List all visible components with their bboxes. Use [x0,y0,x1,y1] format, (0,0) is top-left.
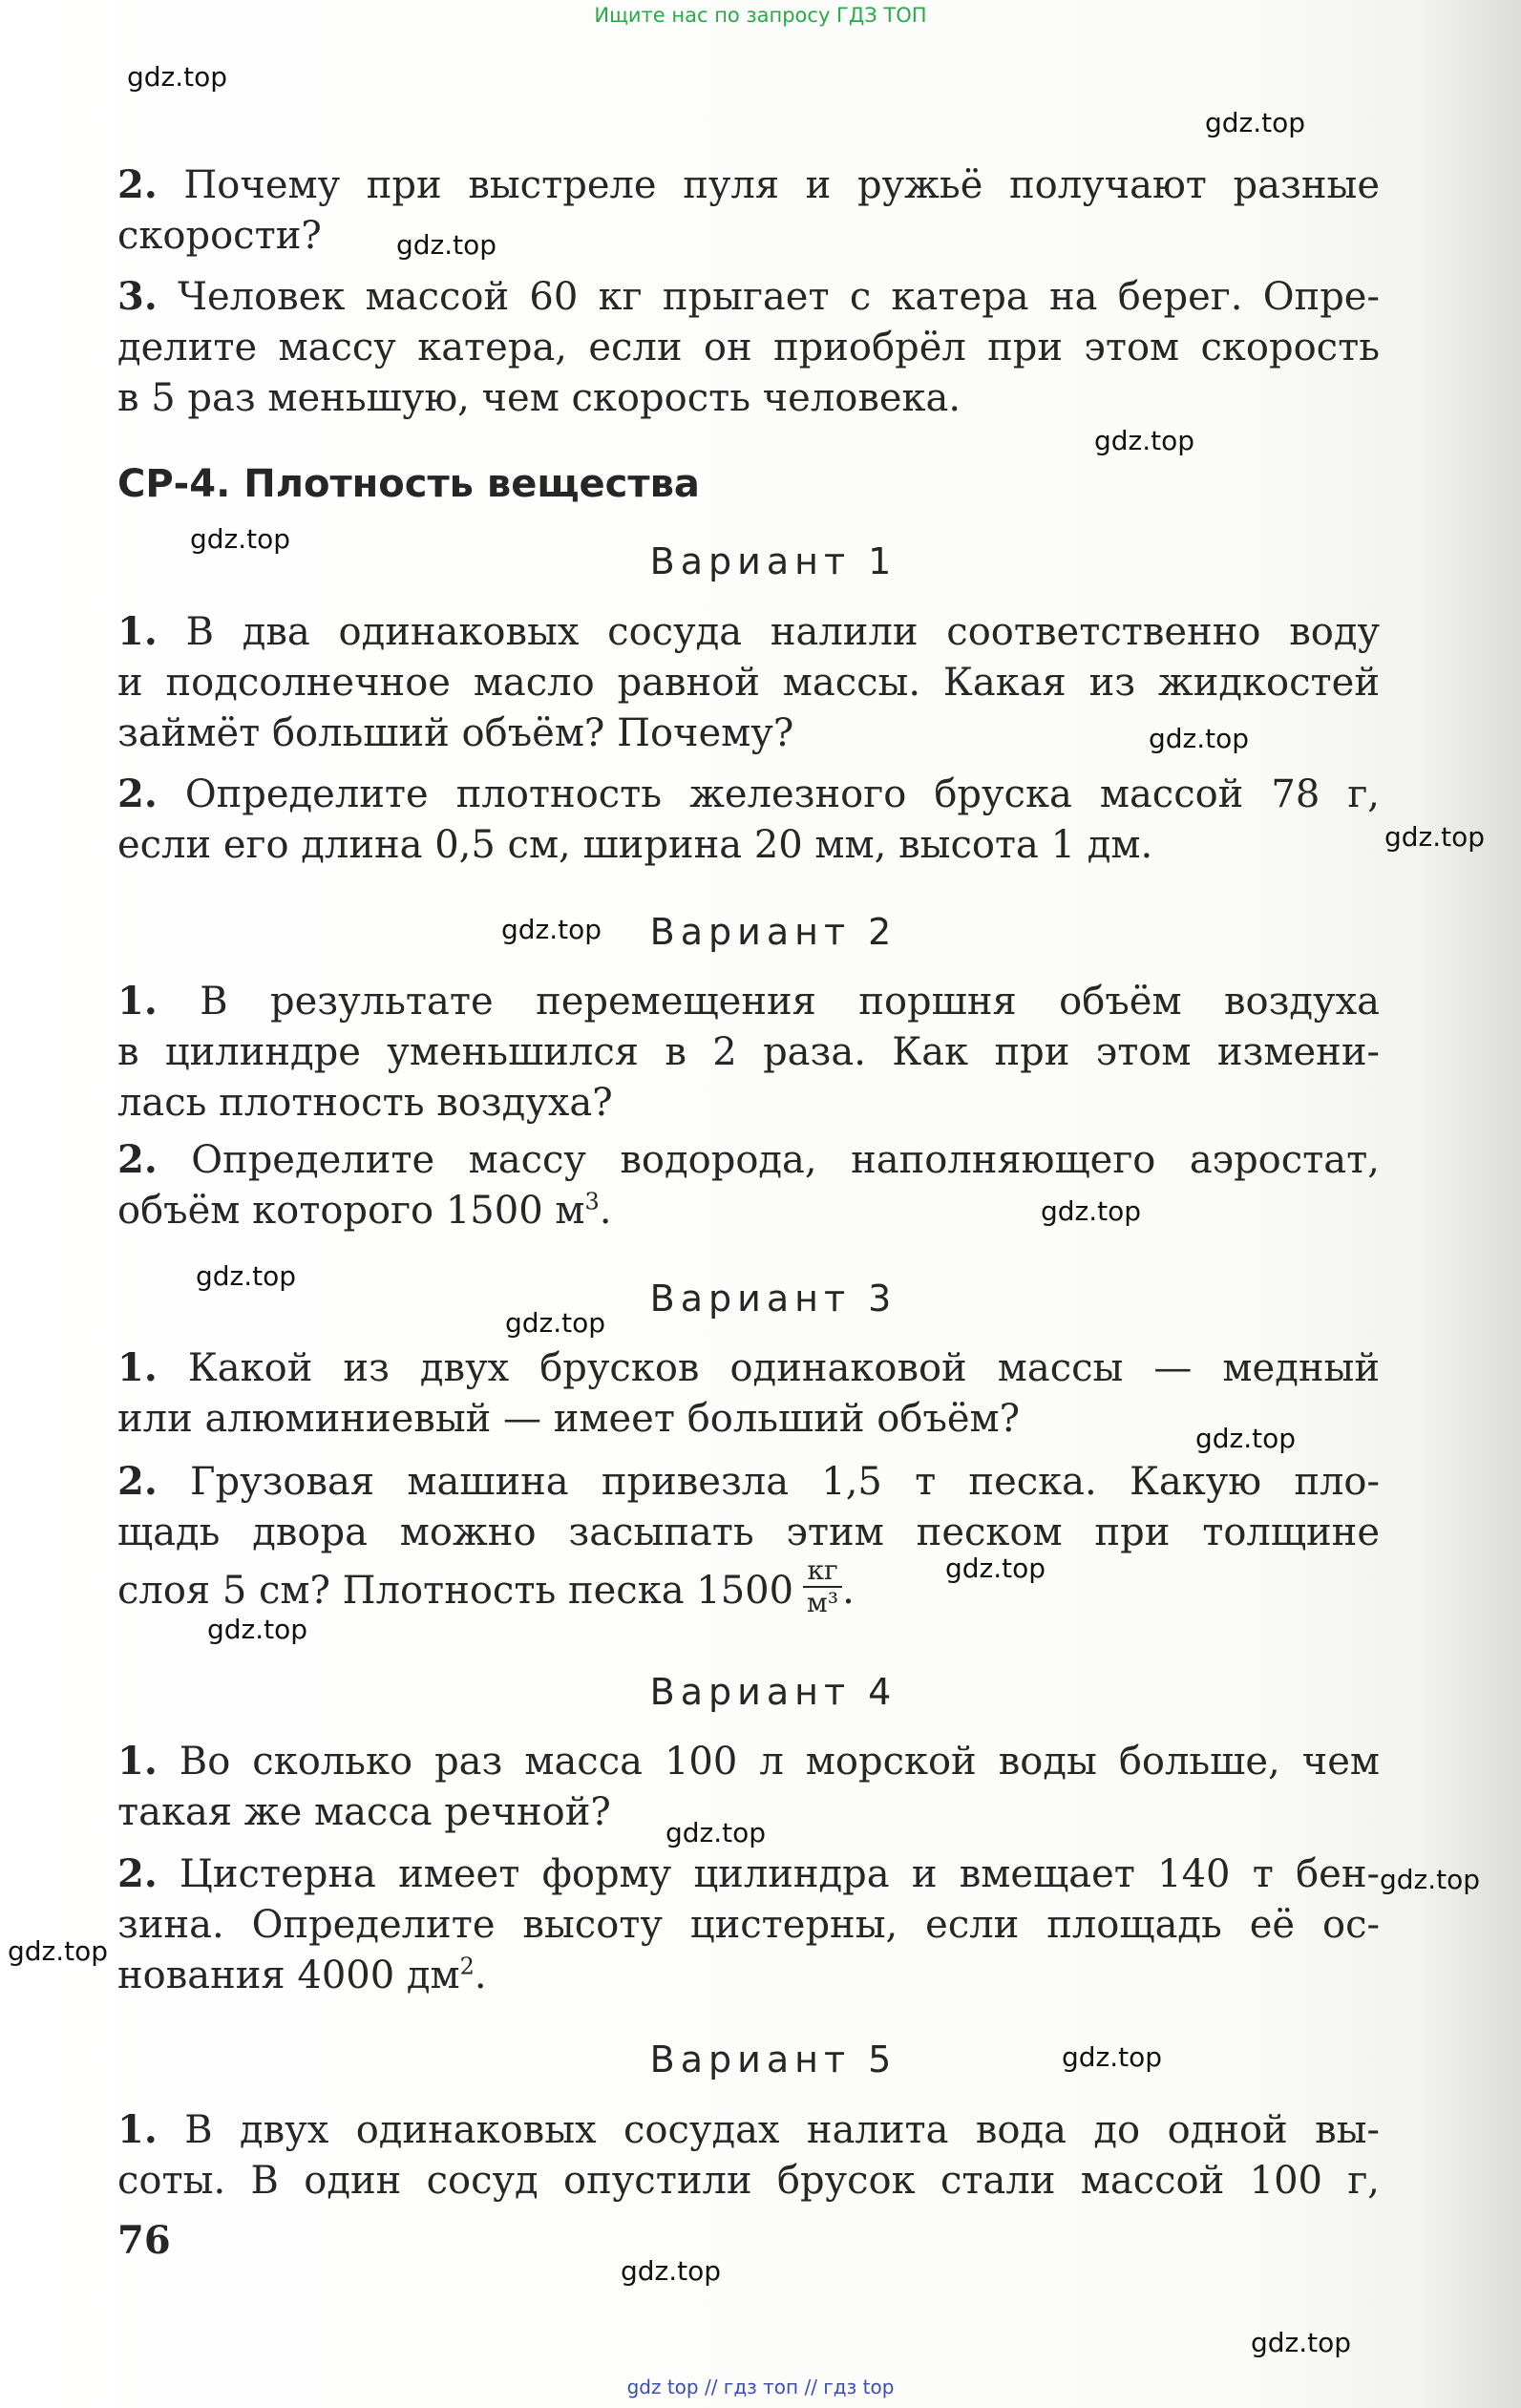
v4-task2-line3 [117,1951,1380,2000]
superscript: 2 [459,1953,475,1980]
v1-task1-line1 [117,607,1380,657]
section-title: СР-4. Плотность вещества [117,462,700,506]
v2-task1-line2: в цилиндре уменьшился в 2 раза. Как при этом измени- [117,1030,1380,1074]
v2-task1-line1 [117,977,1380,1026]
watermark: gdz.top [1062,2041,1163,2073]
v1-task1-line2: и подсолнечное масло равной массы. Какая из жидкостей [117,661,1380,705]
watermark: gdz.top [8,1935,109,1967]
task-text: В два одинаковых сосуда налили соответственно воду [185,610,1380,654]
watermark: gdz.top [1041,1195,1142,1227]
task-text: слоя 5 см? Плотность песка 1500 [117,1569,794,1613]
task-number: 1. [117,2107,158,2152]
prev-task3-line1 [117,272,1380,322]
watermark: gdz.top [621,2255,722,2287]
task-text: . [599,1189,612,1233]
bottom-banner[interactable]: gdz top // гдз топ // гдз top [626,2376,895,2398]
watermark: gdz.top [1149,723,1250,754]
watermark: gdz.top [1380,1864,1481,1895]
watermark: gdz.top [396,229,497,261]
task-text: Грузовая машина привезла 1,5 т песка. Какую пло- [189,1460,1380,1504]
watermark: gdz.top [1195,1423,1297,1454]
prev-task2-line1 [117,160,1380,210]
watermark: gdz.top [945,1553,1046,1584]
task-number: 2. [117,771,158,816]
unit-fraction [803,1555,842,1618]
prev-task3-line3: в 5 раз меньшую, чем скорость человека. [117,376,961,420]
v2-task2-line2 [117,1186,1380,1236]
v3-task2-line2: щадь двора можно засыпать этим песком при толщине [117,1510,1380,1554]
prev-task2-line2: скорости? [117,214,322,258]
fraction-denominator: м³ [807,1587,839,1618]
prev-task3-line2: делите массу катера, если он приобрёл при этом скорость [117,326,1380,370]
task-text: В результате перемещения поршня объём воздуха [200,980,1380,1024]
task-number: 3. [117,274,158,319]
watermark: gdz.top [665,1817,767,1848]
superscript: 3 [584,1188,600,1215]
watermark: gdz.top [127,61,228,93]
v4-task2-line2: зина. Определите высоту цистерны, если площадь её ос- [117,1903,1380,1947]
task-text: В двух одинаковых сосудах налита вода до одной вы- [184,2108,1380,2152]
v3-task2-line3 [117,1554,1380,1618]
task-text: Определите плотность железного бруска массой 78 г, [184,772,1380,816]
variant-3-title: Вариант 3 [649,1278,898,1320]
task-text: объём которого 1500 м [117,1189,585,1233]
v5-task1-line1 [117,2105,1380,2155]
top-banner[interactable]: Ищите нас по запросу ГДЗ ТОП [594,4,927,27]
task-text: Во сколько раз масса 100 л морской воды больше, чем [179,1740,1380,1784]
variant-1-title: Вариант 1 [649,540,898,582]
watermark: gdz.top [1094,425,1195,456]
fraction-numerator: кг [803,1555,842,1588]
variant-2-title: Вариант 2 [649,911,898,953]
v4-task2-line1 [117,1849,1380,1899]
watermark: gdz.top [1205,107,1306,138]
v4-task1-line1 [117,1737,1380,1786]
variant-5-title: Вариант 5 [649,2038,898,2081]
task-text: Почему при выстреле пуля и ружьё получают разные [183,163,1380,207]
task-text: Определите массу водорода, наполняющего аэростат, [191,1138,1380,1182]
task-number: 1. [117,979,158,1024]
v3-task1-line1 [117,1343,1380,1393]
page-number: 76 [117,2218,171,2263]
task-number: 2. [117,162,158,207]
v1-task1-line3: займёт больший объём? Почему? [117,711,794,755]
watermark: gdz.top [501,914,602,945]
watermark: gdz.top [505,1307,606,1339]
watermark: gdz.top [207,1614,308,1645]
task-text: Какой из двух брусков одинаковой массы — медный [187,1346,1380,1390]
watermark: gdz.top [196,1260,297,1292]
v1-task2-line2: если его длина 0,5 см, ширина 20 мм, высота 1 дм. [117,823,1153,867]
task-text: . [842,1569,855,1613]
task-number: 2. [117,1851,158,1896]
task-number: 1. [117,609,158,654]
task-text: Цистерна имеет форму цилиндра и вмещает 140 т бен- [180,1852,1380,1896]
task-number: 1. [117,1739,158,1784]
task-text: . [474,1954,487,1997]
watermark: gdz.top [1384,821,1486,853]
watermark: gdz.top [1251,2327,1352,2358]
v2-task2-line1 [117,1135,1380,1185]
v3-task2-line1 [117,1457,1380,1507]
task-number: 2. [117,1137,158,1182]
task-number: 2. [117,1459,158,1504]
task-text: нования 4000 дм [117,1954,460,1997]
v5-task1-line2: соты. В один сосуд опустили брусок стали массой 100 г, [117,2159,1380,2203]
v4-task1-line2: такая же масса речной? [117,1790,611,1834]
task-text: Человек массой 60 кг прыгает с катера на берег. Опре- [178,275,1380,319]
watermark: gdz.top [190,523,291,555]
task-number: 1. [117,1345,158,1390]
v1-task2-line1 [117,770,1380,819]
variant-4-title: Вариант 4 [649,1671,898,1713]
v3-task1-line2: или алюминиевый — имеет больший объём? [117,1397,1021,1441]
v2-task1-line3: лась плотность воздуха? [117,1081,613,1125]
